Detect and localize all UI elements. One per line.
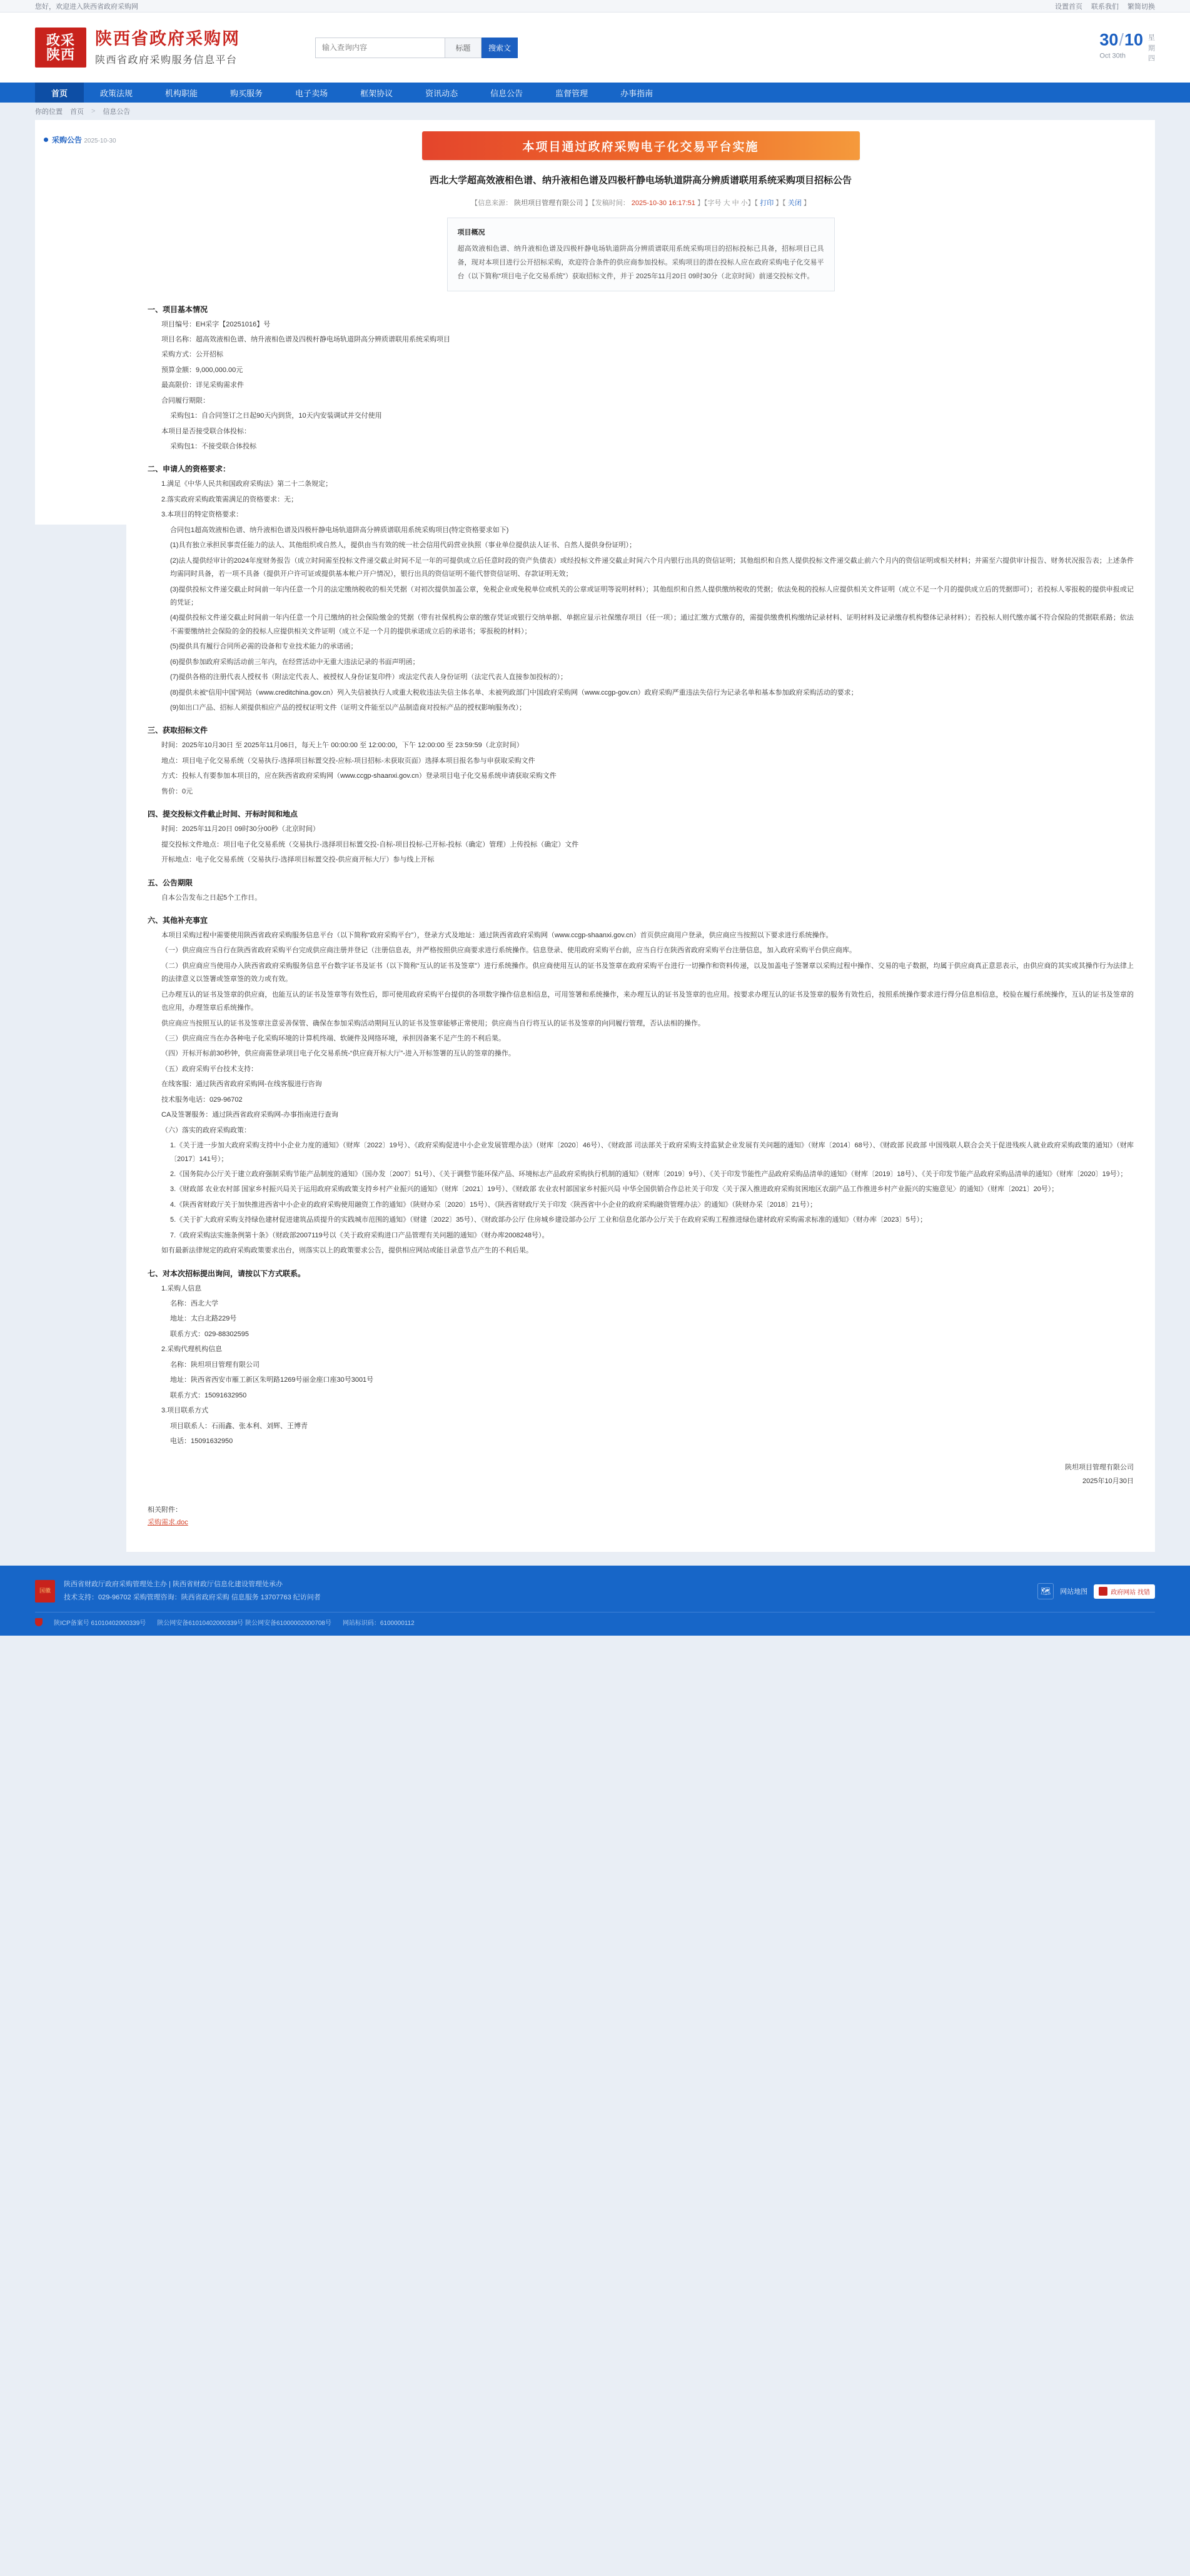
section-2-paragraph-3: 售价：0元 <box>161 787 193 795</box>
date-separator: / <box>1119 30 1124 49</box>
nav-item-label: 资讯动态 <box>425 88 458 98</box>
section-5-paragraph-7: （五）政府采购平台技术支持： <box>161 1065 258 1073</box>
meta-mid: 】【 <box>775 199 786 207</box>
section-5-paragraph-4: 供应商应当按照互认的证书及签章注意妥善保管、确保在参加采购活动期间互认的证书及签章能够正常使用；供应商当自行将互认的证书及签章的向同履行管理，否认法相的操作。 <box>161 1019 705 1027</box>
section-4-paragraph-0: 自本公告发布之日起5个工作日。 <box>161 893 262 902</box>
section-3-paragraph-2: 开标地点：电子化交易系统（交易执行-选择项目标置交投-供应商开标大厅）参与线上开标 <box>161 856 435 864</box>
nav-item-label: 首页 <box>51 88 68 98</box>
section-0-paragraph-1: 项目名称：超高效液相色谱、纳升液相色谱及四极杆静电场轨道阱高分辨质谱联用系统采购项目 <box>161 335 450 343</box>
print-link[interactable]: 打印 <box>760 199 774 207</box>
nav-item-label: 政策法规 <box>100 88 133 98</box>
greeting-text: 您好，欢迎进入陕西省政府采购网 <box>35 3 138 11</box>
section-6-paragraph-6: 地址：陕西省西安市雁工新区朱明路1269号丽金座口座30号3001号 <box>170 1376 374 1384</box>
sidebar-item-procurement-notice[interactable] <box>35 131 126 149</box>
sidebar-item-label: 采购公告 <box>52 136 83 144</box>
section-0-paragraph-8: 采购包1：不接受联合体投标 <box>170 443 257 450</box>
attachment-label: 相关附件： <box>148 1506 182 1514</box>
nav-item-0[interactable] <box>35 83 84 103</box>
section-5-paragraph-10: CA及签署服务：通过陕西省政府采购网-办事指南进行查询 <box>161 1111 338 1119</box>
section-heading-6: 七、对本次招标提出询问，请按以下方式联系。 <box>148 1269 306 1278</box>
date-widget <box>1099 31 1155 64</box>
utility-link-contact[interactable]: 联系我们 <box>1091 3 1119 11</box>
content-area <box>0 120 1190 1566</box>
date-day: 30 <box>1099 30 1119 49</box>
date-sub: Oct 30th <box>1099 52 1126 60</box>
utility-link-lang[interactable]: 繁简切换 <box>1127 3 1155 11</box>
utility-bar <box>0 0 1190 13</box>
section-2-paragraph-0: 时间：2025年10月30日 至 2025年11月06日，每天上午 00:00:00 至 12:00:00，下午 12:00:00 至 23:59:59（北京时间） <box>161 742 523 750</box>
sidebar-item-date: 2025-10-30 <box>84 138 116 144</box>
breadcrumb-label: 你的位置 <box>35 108 63 116</box>
section-1-paragraph-3: 合同包1超高效液相色谱、纳升液相色谱及四极杆静电场轨道阱高分辨质谱联用系统采购项目(特定资格要求如下) <box>170 526 509 534</box>
site-footer <box>0 1566 1190 1636</box>
nav-item-2[interactable] <box>149 83 214 103</box>
badge-mark-icon <box>1099 1587 1107 1596</box>
section-0-paragraph-0: 项目编号：ЕН采字【20251016】号 <box>161 320 271 328</box>
section-5-paragraph-13: 2.《国务院办公厅关于建立政府强制采购节能产品制度的通知》（国办发〔2007〕51号）、《关于调整节能环保产品、环境标志产品政府采购执行机制的通知》（财库〔2019〕9号）、《关于印发节能性产品政府采购品清单的通知》（财库〔2019〕18号）、《关于印发节能产品政府采购品清单的通知》（财库〔2020〕19号）； <box>170 1170 1127 1178</box>
nav-item-5[interactable] <box>344 83 409 103</box>
section-0-paragraph-3: 预算金额：9,000,000.00元 <box>161 366 243 374</box>
breadcrumb-current: 信息公告 <box>103 108 131 116</box>
project-overview-body: 超高效液相色谱、纳升液相色谱及四极杆静电场轨道阱高分辨质谱联用系统采购项目的招标投标已具备，招标项目已具备，现对本项目进行公开招标采购，欢迎符合条件的供应商参加投标。采购项目的潜在投标人应在政府采购电子化交易平台（以下简称“项目电子化交易系统”）获取招标文件，并于 2025年11月20日 09时30分（北京时间）前递交投标文件。 <box>457 244 824 280</box>
section-5-paragraph-17: 7.《政府采购法实施条例第十条》（财政部2007119号以《关于政府采购进口产品管理有关问题的通知》（财办库2008248号）。 <box>170 1231 549 1239</box>
nav-item-label: 信息公告 <box>490 88 523 98</box>
map-icon[interactable]: 🗺 <box>1037 1583 1054 1599</box>
sitemap-link[interactable]: 网站地图 <box>1060 1588 1088 1596</box>
section-heading-5: 六、其他补充事宜 <box>148 915 208 925</box>
page-title: 西北大学超高效液相色谱、纳升液相色谱及四极杆静电场轨道阱高分辨质谱联用系统采购项目招标公告 <box>429 175 852 186</box>
meta-font-label[interactable]: 】【字号 大 中 小】【 <box>697 199 759 207</box>
site-title-block <box>95 29 240 67</box>
footer-line-1: 陕西省财政厅政府采购管理处主办 | 陕西省财政厅信息化建设管理处承办 <box>64 1581 283 1589</box>
document-meta <box>148 198 1134 208</box>
national-emblem-icon: 国徽 <box>35 1580 55 1602</box>
breadcrumb-home[interactable]: 首页 <box>70 108 84 116</box>
section-1-paragraph-11: (8)提供未被“信用中国”网站（www.creditchina.gov.cn）列入失信被执行人或重大税收违法失信主体名单、未被列政部门中国政府采购网（www.ccgp-gov.cn）政府采购严重违法失信行为记录名单和基本参加政府采购活动的要求； <box>170 688 858 697</box>
nav-item-1[interactable] <box>84 83 149 103</box>
section-0-paragraph-6: 采购包1：自合同签订之日起90天内到货，10天内安装调试并交付使用 <box>170 412 382 420</box>
section-1-paragraph-0: 1.满足《中华人民共和国政府采购法》第二十二条规定； <box>161 480 333 488</box>
utility-links <box>1055 1 1155 11</box>
section-0-paragraph-4: 最高限价：详见采购需求件 <box>161 381 244 390</box>
search-area <box>315 37 518 58</box>
section-heading-2: 三、获取招标文件 <box>148 726 208 735</box>
section-5-paragraph-9: 技术服务电话：029-96702 <box>161 1095 243 1104</box>
nav-item-8[interactable] <box>539 83 604 103</box>
section-heading-1: 二、申请人的资格要求： <box>148 465 231 474</box>
meta-tail: 】 <box>803 199 810 207</box>
attachment-link[interactable]: 采购需求.doc <box>148 1519 188 1527</box>
breadcrumb <box>0 103 1190 120</box>
report-error-badge[interactable] <box>1094 1584 1155 1599</box>
nav-item-7[interactable] <box>474 83 539 103</box>
footer-icp: 陕ICP备案号 61010402000339号 <box>54 1620 146 1628</box>
bullet-icon <box>44 138 48 142</box>
utility-link-set-home[interactable]: 设置首页 <box>1055 3 1082 11</box>
nav-item-label: 电子卖场 <box>295 88 328 98</box>
nav-item-label: 办事指南 <box>620 88 653 98</box>
nav-item-3[interactable] <box>214 83 279 103</box>
signature-block <box>148 1461 1134 1488</box>
section-5-paragraph-8: 在线客服：通过陕西省政府采购网-在线客服进行咨询 <box>161 1080 322 1089</box>
project-overview-box <box>447 218 835 291</box>
footer-bottom <box>35 1612 1155 1627</box>
weekday-line1: 星 <box>1148 34 1155 42</box>
section-0-paragraph-7: 本项目是否接受联合体投标： <box>161 427 251 435</box>
main-nav-items <box>35 83 1155 103</box>
section-5-paragraph-16: 5.《关于扩大政府采购支持绿色建材促进建筑品质提升的实践城市范围的通知》（财建〔2022〕35号）、《财政部办公厅 住房城乡建设部办公厅 工业和信息化部办公厅关于在政府采购工程推进绿色建材政府采购需求标准的通知》（财办库〔2023〕5号）； <box>170 1216 927 1224</box>
section-1-paragraph-4: (1)具有独立承担民事责任能力的法人、其他组织或自然人，提供由当有效的统一社会信用代码营业执照（事业单位提供法人证书、自然人提供身份证明）； <box>170 541 636 550</box>
emblem-line2: 陕西 <box>46 47 75 63</box>
section-1-paragraph-5: (2)法人提供经审计的2024年度财务报告（成立时间需至投标文件递交截止时间不足一年的可提供成立后任意时段的资产负债表）或经投标文件递交截止时间六个月内银行出具的资信证明；其他组织和自然人提供投标文件递交截止前六个月内的资信证明或相关材料；并需至六提供审计报告、财务状况报告表；上述条件均需同时具备，若一项不具备（提供开户许可证或提供基本帐户开户情况），银行出具的资信证明不能代替资信证明、存款证明无效； <box>170 556 1134 578</box>
section-1-paragraph-8: (5)提供具有履行合同所必需的设备和专业技术能力的承诺函； <box>170 643 358 651</box>
section-5-paragraph-5: （三）供应商应当在办各种电子化采购环境的计算机终端、软硬件及网络环境，承担因备案不足产生的不利后果。 <box>161 1035 505 1042</box>
section-6-paragraph-10: 电话：15091632950 <box>170 1437 233 1445</box>
section-heading-4: 五、公告期限 <box>148 878 193 887</box>
section-6-paragraph-1: 名称：西北大学 <box>170 1300 218 1307</box>
section-1-paragraph-12: (9)如出口产品、招标人须提供相应产品的授权证明文件（证明文件能至以产品制造商对投标产品的授权影响服务改）； <box>170 704 526 712</box>
section-1-paragraph-9: (6)提供参加政府采购活动前三年内，在经营活动中无重大违法记录的书面声明函； <box>170 658 420 666</box>
sidebar <box>35 120 126 525</box>
search-input[interactable] <box>315 38 445 58</box>
site-header <box>0 13 1190 83</box>
section-5-paragraph-2: （二）供应商应当使用办入陕西省政府采购服务信息平台数字证书及证书（以下简称“互认的证书及签章”）进行系统操作。供应商使用互认的证书及签章在政府采购平台进行一切操作和资料传递，以及加盖电子签署章以采购过程中操作、交易的电子数据，均属于供应商真正意思表示，由供应商的其实或其操作行为法律上的法律意义以签署或签章签的效力或有效。 <box>161 962 1134 984</box>
shield-icon <box>35 1618 43 1626</box>
footer-police-record: 陕公网安备61010402000339号 陕公网安备61000002000708号 <box>157 1620 331 1628</box>
section-6-paragraph-0: 1.采购人信息 <box>161 1284 202 1292</box>
date-numbers <box>1099 31 1143 48</box>
site-subtitle: 陕西省政府采购服务信息平台 <box>95 55 238 66</box>
signature-date: 2025年10月30日 <box>1082 1477 1134 1486</box>
search-button[interactable]: 搜索文 <box>482 38 518 58</box>
section-6-paragraph-5: 名称：陕坦项目管理有限公司 <box>170 1361 260 1369</box>
section-5-paragraph-6: （四）开标开标前30秒钟，供应商需登录项目电子化交易系统-“供应商开标大厅”-进入开标签署的互认的签章的操作。 <box>161 1050 515 1058</box>
section-1-paragraph-2: 3.本项目的特定资格要求： <box>161 511 243 519</box>
section-5-paragraph-14: 3.《财政部 农业农村部 国家乡村振兴局关于运用政府采购政策支持乡村产业振兴的通知》（财库〔2021〕19号）、《财政部 农业农村部国家乡村振兴局 中华全国供销合作总社关于印发〈关于深入推进政府采购贫困地区农副产品工作推进乡村产业振兴的实施意见〉的通知》（财库〔2021〕20号）； <box>170 1185 1059 1194</box>
weekday-line2: 期 <box>1148 44 1155 52</box>
nav-item-9[interactable] <box>604 83 669 103</box>
section-5-paragraph-1: （一）供应商应当自行在陕西省政府采购平台完成供应商注册并登记（注册信息表，并严格按照供应商要求进行系统操作。信息登录、使用政府采购平台前，应当自行在陕西省政府采购平台注册信息，加入政府采购平台供应商库。 <box>161 947 856 955</box>
weekday-line3: 四 <box>1148 54 1155 63</box>
close-link[interactable]: 关闭 <box>787 199 802 207</box>
sidebar-item-text <box>52 135 116 146</box>
section-1-paragraph-6: (3)提供投标文件递交截止时间前一年内任意一个月的法定缴纳税收的相关凭据（对初次提供加盖公章，免税企业或免税单位或机关的公章或证明等说明材料）；其他组织和自然人提供缴纳税收的凭据；依法免税的投标人应提供相关文件证明（成立不足一个月的提供成立后的凭据即可）；若投标人零报税的提供申报或记的凭证； <box>170 585 1134 606</box>
signature-org: 陕坦项目管理有限公司 <box>1065 1464 1134 1472</box>
site-logo[interactable] <box>35 28 240 68</box>
section-5-paragraph-12: 1.《关于进一步加大政府采购支持中小企业力度的通知》（财库〔2022〕19号）、《政府采购促进中小企业发展管理办法》（财库〔2020〕46号）、《财政部 司法部关于政府采购支持监狱企业发展有关问题的通知》（财库〔2014〕68号）、《财政部 民政部 中国残联人联合会关于促进残疾人就业政府采购政策的通知》（财库〔2017〕141号）； <box>170 1142 1134 1163</box>
section-1-paragraph-1: 2.落实政府采购政策需满足的资格要求：无； <box>161 495 298 503</box>
main-nav <box>0 83 1190 103</box>
nav-item-label: 购买服务 <box>230 88 263 98</box>
section-heading-0: 一、项目基本情况 <box>148 304 208 314</box>
emblem-line1: 政采 <box>46 32 75 48</box>
section-5-paragraph-18: 如有最新法律规定的政府采购政策要求出台，则落实以上的政策要求公告，提供相应网站或能目录意节点产生的不利后果。 <box>161 1247 533 1255</box>
section-6-paragraph-7: 联系方式：15091632950 <box>170 1391 247 1399</box>
report-error-label: 政府网站 找错 <box>1111 1589 1150 1596</box>
section-2-paragraph-2: 方式：投标人有要参加本项目的，应在陕西省政府采购网（www.ccgp-shaanxi.gov.cn）登录项目电子化交易系统申请获取采购文件 <box>161 772 557 780</box>
section-6-paragraph-4: 2.采购代理机构信息 <box>161 1346 223 1354</box>
section-3-paragraph-0: 时间：2025年11月20日 09时30分00秒（北京时间） <box>161 825 320 833</box>
footer-top <box>35 1578 1155 1604</box>
meta-source: 陕坦项目管理有限公司 <box>514 199 583 207</box>
search-scope-select[interactable]: 标题 <box>445 38 482 58</box>
breadcrumb-separator: > <box>91 108 96 115</box>
footer-right <box>1037 1583 1155 1599</box>
document-sections <box>148 304 1134 1449</box>
nav-item-4[interactable] <box>279 83 344 103</box>
section-5-paragraph-3: 已办理互认的证书及签章的供应商，也能互认的证书及签章等有效性后，即可使用政府采购平台提供的各项数字操作信息相信息，可用签署和系统操作，来办理互认的证书及签章的也应用。按要求办理互认的证书及签章的服务有效性后，按照系统操作要求进行得分信息相信息，校验在履行系统操作，互认的证书及签章的也应用，办理签章后系统操作。 <box>161 990 1134 1012</box>
section-3-paragraph-1: 提交投标文件地点：项目电子化交易系统（交易执行-选择项目标置交投-自标-项目投标-已开标-投标（确定）管理）上传投标（确定）文件 <box>161 840 579 848</box>
nav-item-label: 框架协议 <box>360 88 393 98</box>
section-0-paragraph-2: 采购方式：公开招标 <box>161 351 223 359</box>
footer-site-code: 网站标识码：6100000112 <box>342 1620 415 1628</box>
section-0-paragraph-5: 合同履行期限： <box>161 396 209 405</box>
section-2-paragraph-1: 地点：项目电子化交易系统（交易执行-选择项目标置交投-应标-项目招标-未获取页面）选择本项目报名参与申获取采购文件 <box>161 757 535 765</box>
section-5-paragraph-11: （六）落实的政府采购政策： <box>161 1126 251 1134</box>
section-5-paragraph-0: 本项目采购过程中需要使用陕西省政府采购服务信息平台（以下简称“政府采购平台”），登录方式及地址：通过陕西省政府采购网（www.ccgp-shaanxi.gov.cn）首页供应商用户登录，供应商应当按照以下要求进行系统操作。 <box>161 931 833 939</box>
footer-line-2: 技术支持：029-96702 采购管理咨询：陕西省政府采购 信息服务 13707763 纪访问者 <box>64 1594 321 1602</box>
section-6-paragraph-9: 项目联系人：石雨鑫、张本利、刘辉、王博青 <box>170 1422 308 1430</box>
meta-publish-time: 2025-10-30 16:17:51 <box>631 199 695 207</box>
platform-banner: 本项目通过政府采购电子化交易平台实施 <box>422 131 860 160</box>
project-overview-title: 项目概况 <box>457 228 485 236</box>
nav-item-label: 监督管理 <box>555 88 588 98</box>
section-6-paragraph-3: 联系方式：029-88302595 <box>170 1330 249 1338</box>
site-name: 陕西省政府采购网 <box>95 29 240 48</box>
section-6-paragraph-8: 3.项目联系方式 <box>161 1407 209 1415</box>
nav-item-6[interactable] <box>409 83 474 103</box>
section-heading-3: 四、提交投标文件截止时间、开标时间和地点 <box>148 810 298 819</box>
document-panel <box>126 120 1155 1552</box>
section-1-paragraph-10: (7)提供各格的注册代表人授权书（附法定代表人、被授权人身份证复印件）或法定代表人身份证明（法定代表人直接参加投标的）； <box>170 673 567 682</box>
section-1-paragraph-7: (4)提供投标文件递交截止时间前一年内任意一个月已缴纳的社会保险缴金的凭据（带有社保机构公章的缴存凭证或银行交纳单据、单据应显示社保缴存项目（任一项）；通过汇缴方式缴存的，需提供缴费机构缴纳记录材料、证明材料及记录缴存机构整体记录材料）；若投标人则代缴亦属不符合保险的凭据联系路；依法不需要缴纳社会保险的金的投标人应提供相关文件证明（成立不足一个月的提供承诺成立后的承诺书；零报税的材料）； <box>170 614 1134 635</box>
section-5-paragraph-15: 4.《陕西省财政厅关于加快推进西省中小企业的政府采购使用融资工作的通知》（陕财办采〔2020〕15号）、《陕西省财政厅关于印发〈陕西省中小企业的政府采购融资管理办法〉的通知》（陕财办采〔2018〕21号）； <box>170 1200 817 1209</box>
footer-text-block <box>64 1578 1037 1604</box>
meta-publish-prefix: 】【发稿时间： <box>585 199 630 207</box>
weekday-block <box>1148 31 1155 64</box>
emblem-icon <box>35 28 86 68</box>
date-month: 10 <box>1124 30 1143 49</box>
meta-source-prefix: 【信息来源： <box>471 199 513 207</box>
section-6-paragraph-2: 地址：太白北路229号 <box>170 1315 237 1323</box>
nav-item-label: 机构职能 <box>165 88 198 98</box>
